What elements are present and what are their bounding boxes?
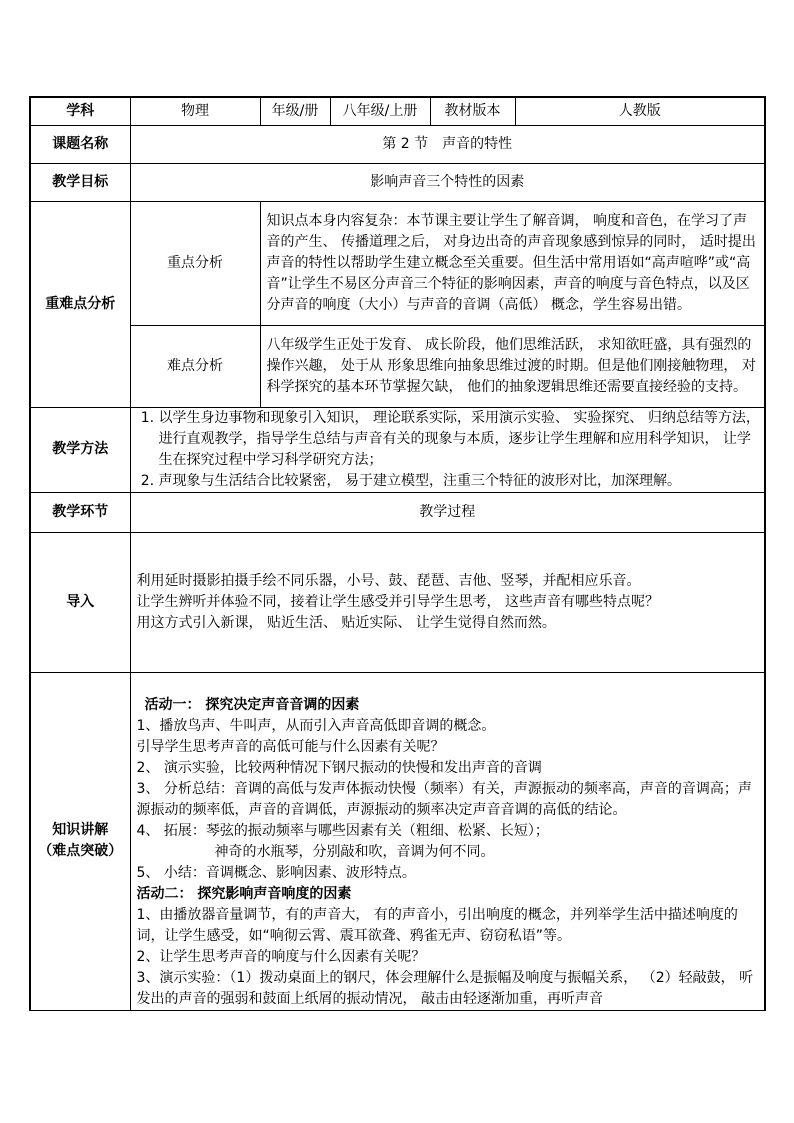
subject-value: 物理 bbox=[130, 97, 260, 125]
activity-2-line: 2、让学生思考声音的响度与什么因素有关呢？ bbox=[136, 948, 426, 965]
activity-1-line: 4、 拓展：琴弦的振动频率与哪些因素有关（粗细、松紧、长短）； bbox=[136, 822, 549, 839]
stage-row bbox=[30, 492, 765, 532]
activity-1-line: 1、播放鸟声、牛叫声，从而引入声音高低即音调的概念。 bbox=[136, 717, 496, 734]
intro-line: 利用延时摄影拍摄手绘不同乐器，小号、鼓、琵琶、吉他、竖琴，并配相应乐音。 bbox=[136, 572, 641, 589]
topic-label: 课题名称 bbox=[30, 125, 130, 163]
intro-row bbox=[30, 532, 765, 672]
activity-1-title: 活动一： 探究决定声音音调的因素 bbox=[144, 696, 360, 713]
method-item: 2. 声现象与生活结合比较紧密， 易于建立模型，注重三个特征的波形对比，加深理解。 bbox=[159, 471, 761, 492]
topic-value: 第 2 节 声音的特性 bbox=[130, 125, 765, 163]
method-row bbox=[30, 407, 765, 492]
activity-2-title: 活动二： 探究影响声音响度的因素 bbox=[136, 885, 352, 902]
goal-label: 教学目标 bbox=[30, 163, 130, 201]
difficult-analysis-row bbox=[30, 325, 765, 407]
difficult-analysis-text: 八年级学生正处于发育、 成长阶段，他们思维活跃， 求知欲旺盛，具有强烈的操作兴趣， 处于从 形象思维向抽象思维过渡的时期。但是他们刚接触物理， 对科学探究的基本环节掌握欠缺， 他们的抽象逻辑思维还需要直接经验的支持。 bbox=[260, 325, 765, 407]
subject-label: 学科 bbox=[30, 97, 130, 125]
analysis-label: 重难点分析 bbox=[30, 201, 130, 407]
stage-label: 教学环节 bbox=[30, 492, 130, 532]
key-analysis-text: 知识点本身内容复杂：本节课主要让学生了解音调， 响度和音色，在学习了声音的产生、 传播道理之后， 对身边出奇的声音现象感到惊异的同时， 适时提出声音的特性以帮助学生建立概念至关重要。但生活中常用语如“高声喧哗”或“高音”让学生不易区分声音三个特征的影响因素，声音的响度与音色特点，以及区分声音的响度（大小）与声音的音调（高低） 概念，学生容易出错。 bbox=[260, 201, 765, 325]
goal-value: 影响声音三个特性的因素 bbox=[130, 163, 765, 201]
key-analysis-row bbox=[30, 201, 765, 325]
intro-content bbox=[130, 532, 765, 672]
activity-1-line: 3、 分析总结：音调的高低与发声体振动快慢（频率）有关，声源振动的频率高，声音的音调高；声源振动的频率低，声音的音调低，声源振动的频率决定声音音调的高低的结论。 bbox=[136, 780, 752, 818]
knowledge-sublabel: （难点突破） bbox=[38, 843, 123, 859]
key-analysis-label: 重点分析 bbox=[130, 201, 260, 325]
difficult-analysis-label: 难点分析 bbox=[130, 325, 260, 407]
method-label: 教学方法 bbox=[30, 407, 130, 492]
knowledge-content bbox=[130, 672, 765, 1010]
method-item: 1. 以学生身边事物和现象引入知识， 理论联系实际，采用演示实验、 实验探究、 归纳总结等方法，进行直观教学，指导学生总结与声音有关的现象与本质，逐步让学生理解和应用科学知识， 让学生在探究过程中学习科学研究方法； bbox=[159, 408, 761, 471]
knowledge-row bbox=[30, 672, 765, 1010]
goal-row bbox=[30, 163, 765, 201]
intro-label: 导入 bbox=[30, 532, 130, 672]
activity-1-line: 神奇的水瓶琴，分别敲和吹，音调为何不同。 bbox=[214, 843, 495, 860]
knowledge-label-cell bbox=[30, 672, 130, 1010]
lesson-plan-table bbox=[29, 96, 766, 1011]
grade-value: 八年级/上册 bbox=[330, 97, 430, 125]
activity-1-line: 2、 演示实验，比较两种情况下钢尺振动的快慢和发出声音的音调 bbox=[136, 759, 542, 776]
intro-line: 让学生辨听并体验不同，接着让学生感受并引导学生思考， 这些声音有哪些特点呢？ bbox=[136, 593, 659, 610]
activity-2-line: 3、演示实验：（1）拨动桌面上的钢尺，体会理解什么是振幅及响度与振幅关系， （2）轻敲鼓， 听发出的声音的强弱和鼓面上纸屑的振动情况， 敲击由轻逐渐加重，再听声音 bbox=[136, 969, 754, 1007]
stage-value: 教学过程 bbox=[130, 492, 765, 532]
method-content bbox=[130, 407, 765, 492]
header-row bbox=[30, 97, 765, 125]
method-list bbox=[137, 408, 761, 492]
textbook-value: 人教版 bbox=[515, 97, 765, 125]
knowledge-label: 知识讲解 bbox=[52, 822, 109, 838]
activity-2-line: 1、由播放器音量调节，有的声音大， 有的声音小，引出响度的概念，并列举学生活中描述响度的词，让学生感受，如“响彻云霄、震耳欲聋、鸦雀无声、窃窃私语”等。 bbox=[136, 906, 738, 944]
topic-row bbox=[30, 125, 765, 163]
activity-1-line: 5、 小结：音调概念、影响因素、波形特点。 bbox=[136, 864, 416, 881]
activity-1-line: 引导学生思考声音的高低可能与什么因素有关呢？ bbox=[136, 738, 445, 755]
intro-line: 用这方式引入新课， 贴近生活、 贴近实际、 让学生觉得自然而然。 bbox=[136, 614, 556, 631]
textbook-label: 教材版本 bbox=[430, 97, 515, 125]
grade-label: 年级/册 bbox=[260, 97, 330, 125]
